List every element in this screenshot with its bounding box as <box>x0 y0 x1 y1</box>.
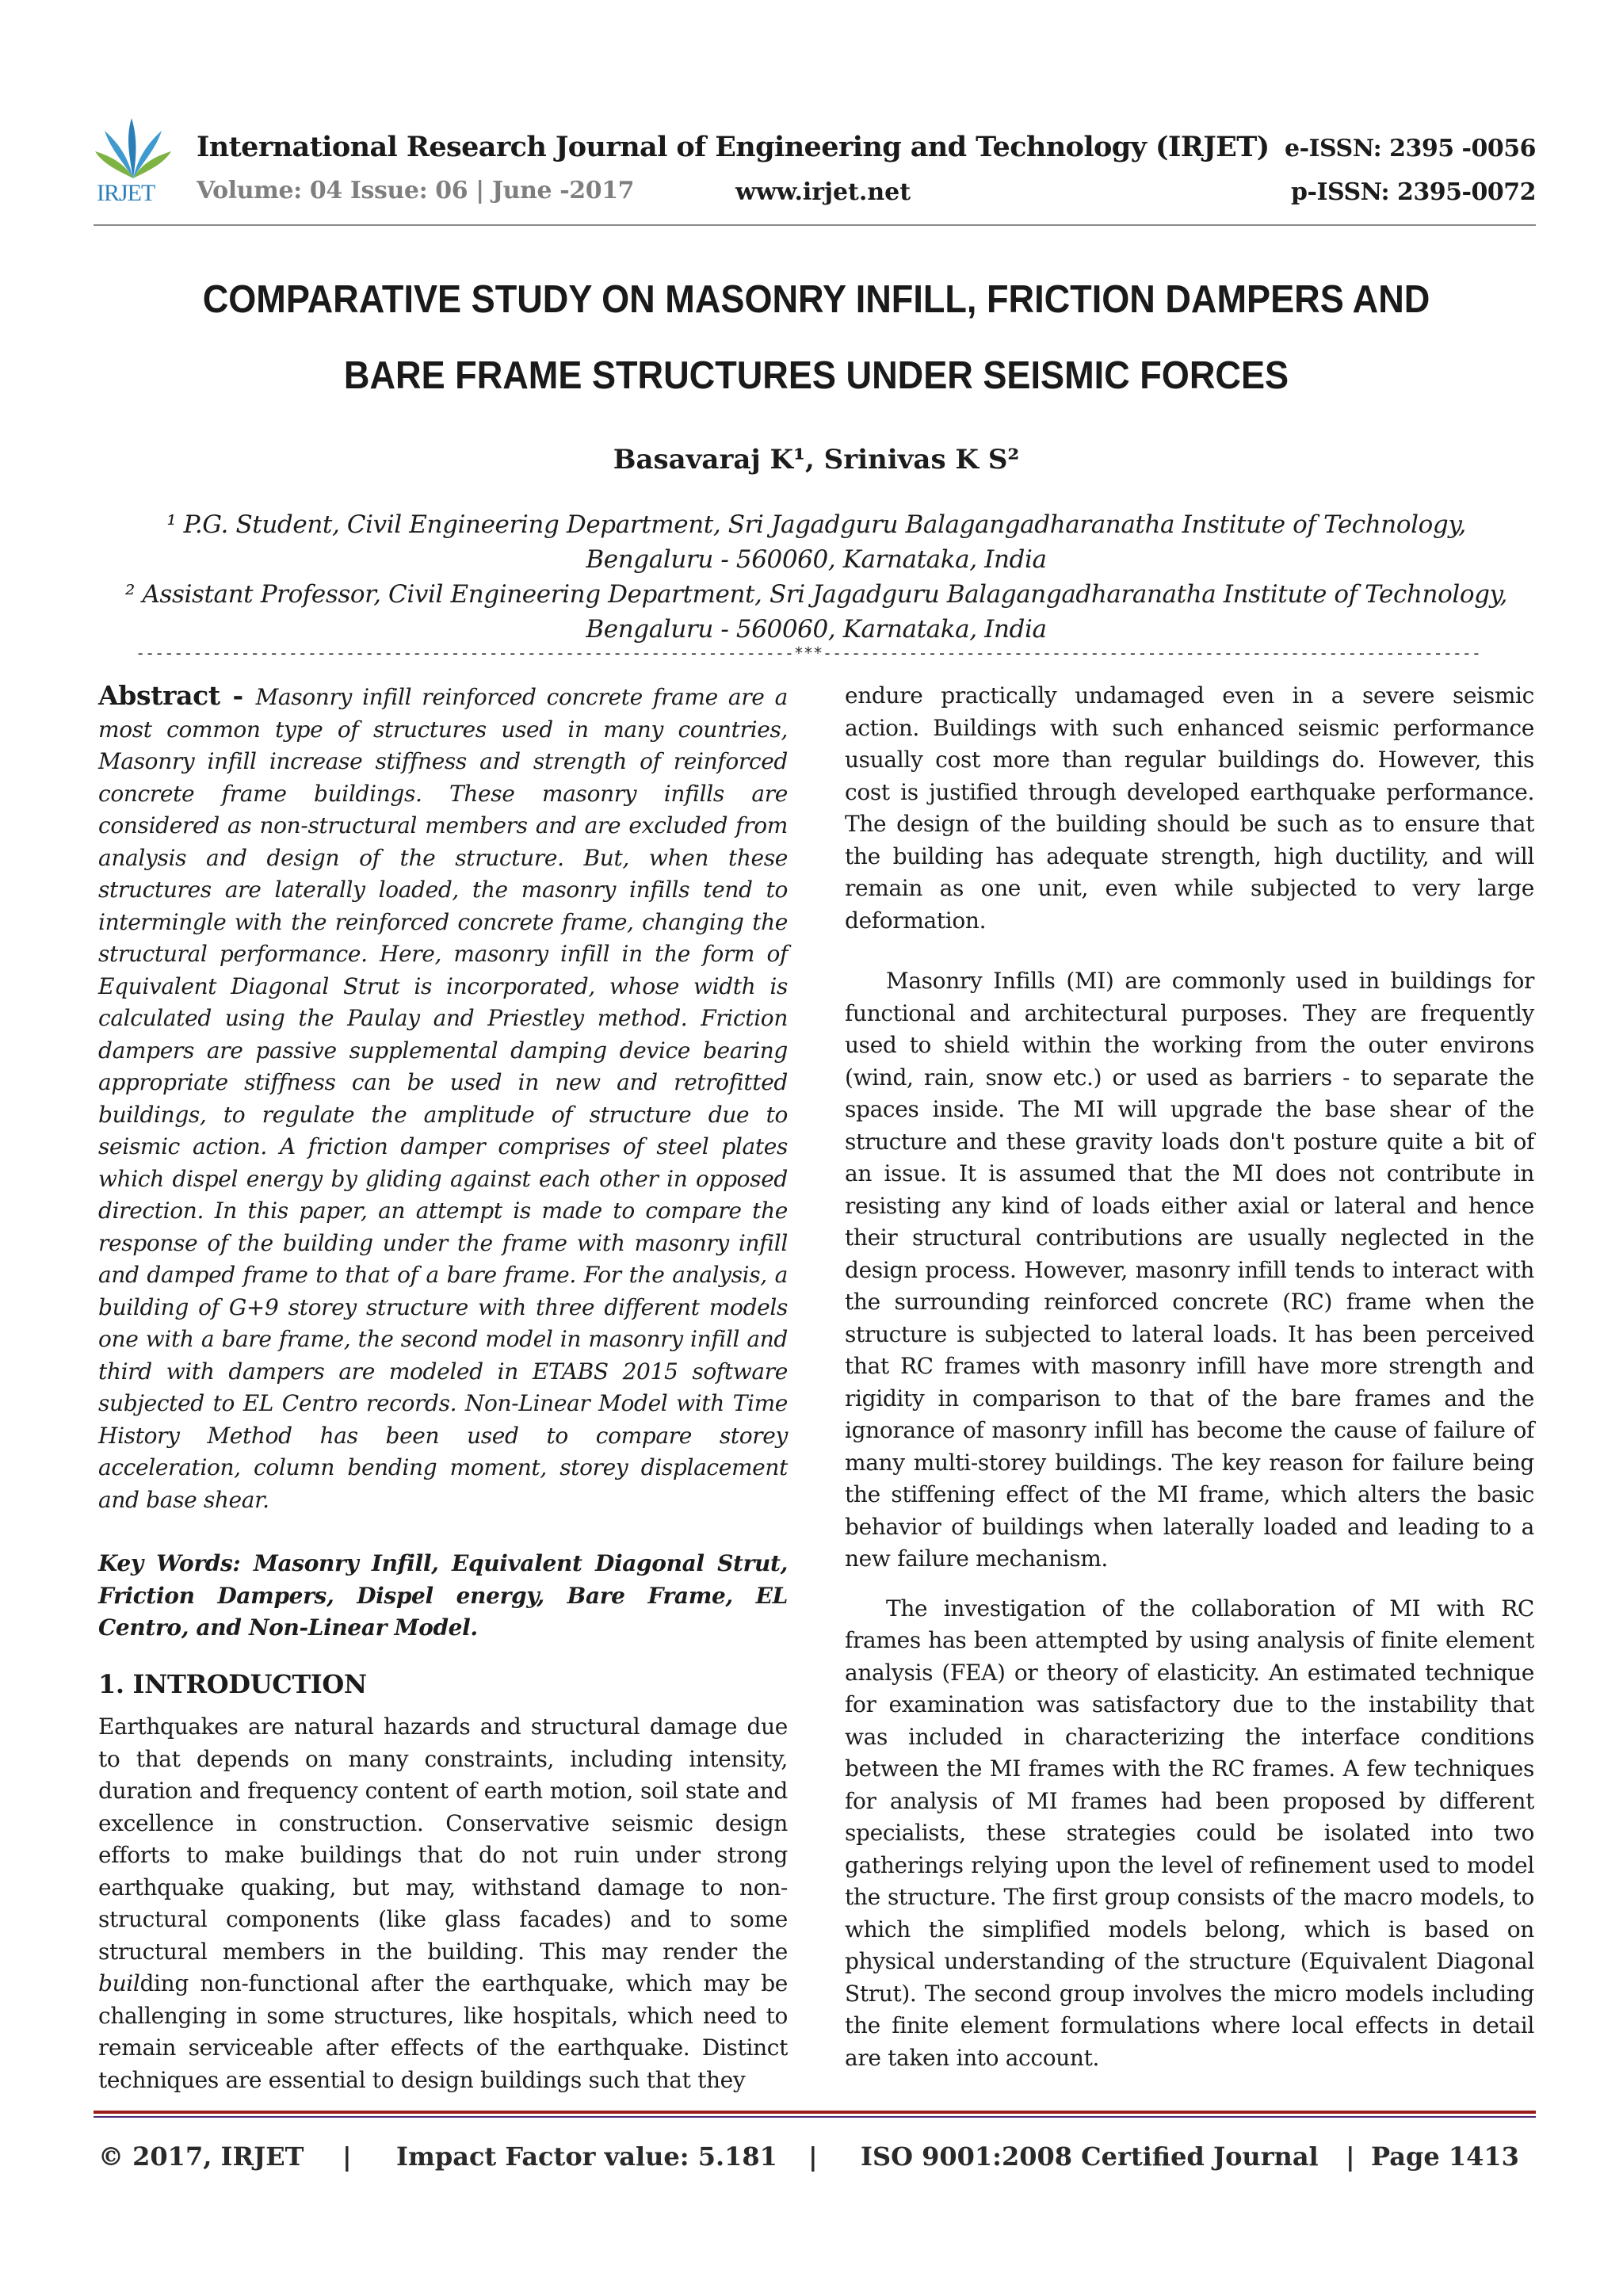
intro-p1-part-b: ding non-functional after the earthquake, which may be challenging in some structures, like hospitals, which need to remain serviceable after effects of the earthquake. Distinct techniques are essential to design buildings such that they <box>98 1970 788 2093</box>
affiliation-2-line-1: ² Assistant Professor, Civil Engineering Department, Sri Jagadguru Balagangadharanatha Institute of Technology, <box>124 580 1508 609</box>
leaf-logo-icon <box>94 115 173 180</box>
title-line-2: BARE FRAME STRUCTURES UNDER SEISMIC FORCES <box>343 354 1289 397</box>
footer-rule-purple <box>94 2116 1536 2118</box>
journal-header <box>94 115 1536 218</box>
authors: Basavaraj K¹, Srinivas K S² <box>613 444 1020 476</box>
footer-separator-3: | <box>1346 2141 1355 2172</box>
volume-issue: Volume: 04 Issue: 06 | June -2017 <box>197 177 635 204</box>
intro-p1-part-a: Earthquakes are natural hazards and structural damage due to that depends on many constraints, including intensity, duration and frequency content of earth motion, soil state and excellence in construction. Conservative seismic design efforts to make buildings that do not ruin under strong earthquake quaking, but may, withstand damage to non-structural components (like glass facades) and to some structural members in the building. This may render the <box>98 1713 788 1965</box>
e-issn: e-ISSN: 2395 -0056 <box>1284 135 1536 162</box>
affiliation-2 <box>79 577 1553 647</box>
intro-paragraph-2: endure practically undamaged even in a severe seismic action. Buildings with such enhanced seismic performance usually cost more than regular buildings do. However, this cost is justified through developed earthquake performance. The design of the building should be such as to ensure that the building has adequate strength, high ductility, and will remain as one unit, even while subjected to very large deformation. <box>845 682 1534 934</box>
footer-iso: ISO 9001:2008 Certified Journal <box>861 2141 1319 2172</box>
intro-p1-italic: buil <box>98 1970 140 1996</box>
abstract <box>98 680 788 1516</box>
section-separator: ---------------------------------------------------------------------***--------------------------------------------------------------------- <box>136 644 1481 663</box>
abstract-label: Abstract - <box>98 680 256 711</box>
affiliation-1-line-1: ¹ P.G. Student, Civil Engineering Department, Sri Jagadguru Balagangadharanatha Institute of Technology, <box>166 510 1466 539</box>
intro-paragraph-3: Masonry Infills (MI) are commonly used in buildings for functional and architectural purposes. They are frequently used to shield within the working from the outer environs (wind, rain, snow etc.) or used as barriers - to separate the spaces inside. The MI will upgrade the base shear of the structure and these gravity loads don't posture quite a bit of an issue. It is assumed that the MI does not contribute in resisting any kind of loads either axial or lateral and hence their structural contributions are usually neglected in the design process. However, masonry infill tends to interact with the surrounding reinforced concrete (RC) frame when the structure is subjected to lateral loads. It has been perceived that RC frames with masonry infill have more strength and rigidity in comparison to that of the bare frames and the ignorance of masonry infill has become the cause of failure of many multi-storey buildings. The key reason for failure being the stiffening effect of the MI frame, which alters the basic behavior of buildings when laterally loaded and leading to a new failure mechanism. <box>845 968 1534 1572</box>
intro-paragraph-1 <box>98 1711 788 2096</box>
footer-separator-2: | <box>808 2141 818 2172</box>
website-link[interactable]: www.irjet.net <box>735 178 911 206</box>
footer-copyright: © 2017, IRJET <box>98 2141 304 2172</box>
affiliation-1 <box>79 507 1553 577</box>
keywords-label: Key Words <box>98 1550 233 1576</box>
footer-separator-1: | <box>342 2141 352 2172</box>
logo-text: IRJET <box>97 180 155 206</box>
footer-rule-red <box>94 2111 1536 2114</box>
keywords <box>98 1548 788 1645</box>
p-issn: p-ISSN: 2395-0072 <box>1291 178 1536 206</box>
affiliation-1-line-2: Bengaluru - 560060, Karnataka, India <box>586 545 1047 574</box>
section-heading-introduction: 1. INTRODUCTION <box>98 1668 367 1699</box>
paper-title <box>138 262 1494 414</box>
intro-paragraph-4: The investigation of the collaboration of MI with RC frames has been attempted by using analysis of finite element analysis (FEA) or theory of elasticity. An estimated technique for examination was satisfactory due to the instability that was included in characterizing the interface conditions between the MI frames with the RC frames. A few techniques for analysis of MI frames had been proposed by different specialists, these strategies could be isolated into two gatherings relying upon the level of refinement used to model the structure. The first group consists of the macro models, to which the simplified models belong, which is based on physical understanding of the structure (Equivalent Diagonal Strut). The second group involves the micro models including the finite element formulations where local effects in detail are taken into account. <box>845 1595 1534 2071</box>
footer-impact-factor: Impact Factor value: 5.181 <box>396 2141 777 2172</box>
footer-page-number: Page 1413 <box>1371 2141 1519 2172</box>
right-column <box>845 680 1534 2074</box>
irjet-logo <box>94 115 173 208</box>
title-line-1: COMPARATIVE STUDY ON MASONRY INFILL, FRICTION DAMPERS AND <box>202 278 1430 321</box>
left-column <box>98 680 788 2096</box>
affiliation-2-line-2: Bengaluru - 560060, Karnataka, India <box>586 615 1047 644</box>
journal-name: International Research Journal of Engineering and Technology (IRJET) <box>197 131 1270 163</box>
keywords-text: : Masonry Infill, Equivalent Diagonal Strut, Friction Dampers, Dispel energy, Bare Frame, EL Centro, and Non-Linear Model. <box>98 1550 788 1641</box>
header-divider <box>94 224 1536 226</box>
abstract-text: Masonry infill reinforced concrete frame are a most common type of structures used in many countries, Masonry infill increase stiffness and strength of reinforced concrete frame buildings. These masonry infills are considered as non-structural members and are excluded from analysis and design of the structure. But, when these structures are laterally loaded, the masonry infills tend to intermingle with the reinforced concrete frame, changing the structural performance. Here, masonry infill in the form of Equivalent Diagonal Strut is incorporated, whose width is calculated using the Paulay and Priestley method. Friction dampers are passive supplemental damping device bearing appropriate stiffness can be used in new and retrofitted buildings, to regulate the amplitude of structure due to seismic action. A friction damper comprises of steel plates which dispel energy by gliding against each other in opposed direction. In this paper, an attempt is made to compare the response of the building under the frame with masonry infill and damped frame to that of a bare frame. For the analysis, a building of G+9 storey structure with three different models one with a bare frame, the second model in masonry infill and third with dampers are modeled in ETABS 2015 software subjected to EL Centro records. Non-Linear Model with Time History Method has been used to compare storey acceleration, column bending moment, storey displacement and base shear. <box>98 684 788 1513</box>
